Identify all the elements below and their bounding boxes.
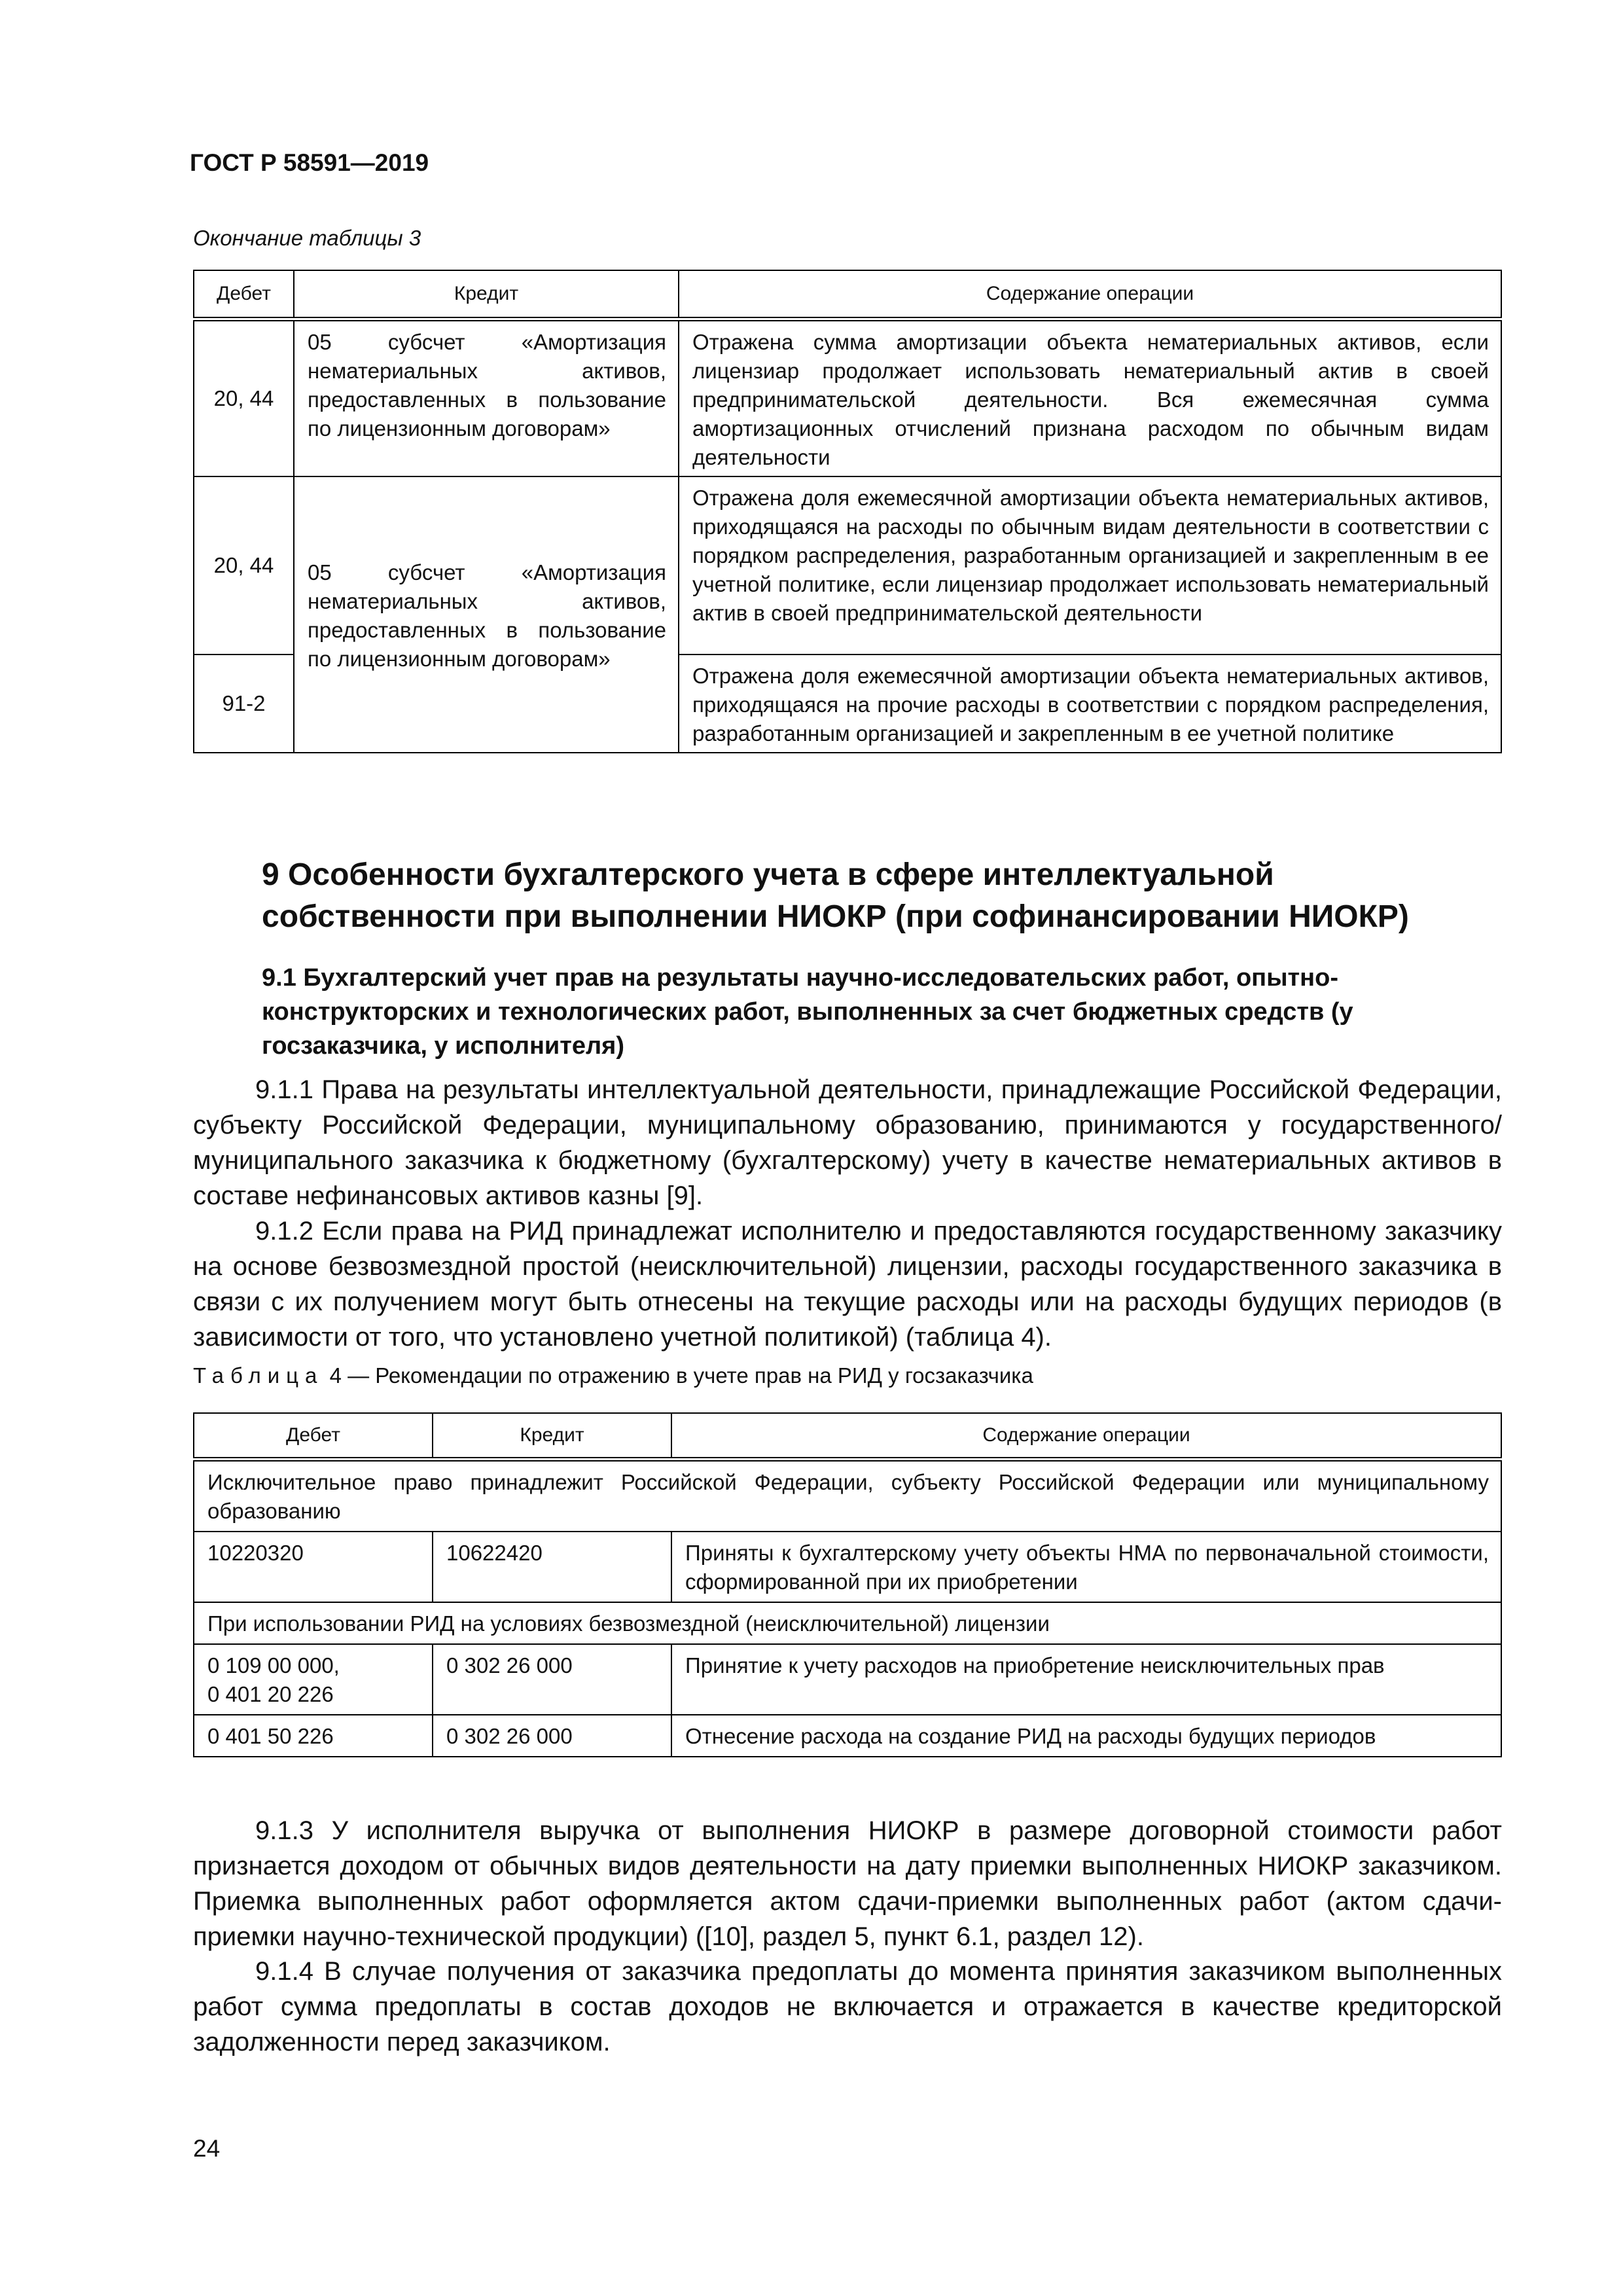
credit-cell: 05 субсчет «Амортизация нематериальных активов, предоставленных в пользование по лицензионным договорам» [294, 476, 679, 753]
debit-cell: 20, 44 [194, 476, 294, 655]
debit-cell [194, 1644, 433, 1715]
operation-cell: Отражена доля ежемесячной амортизации объекта нематериальных активов, приходящаяся на прочие расходы в соответствии с порядком распределения, разработанным организацией и закрепленным в ее учетной политике [679, 655, 1501, 753]
table-4 [193, 1412, 1502, 1757]
table-3 [193, 270, 1502, 753]
paragraph-9-1-3 [193, 1813, 1502, 1954]
paragraph-9-1-1 [193, 1072, 1502, 1213]
debit-cell: 91-2 [194, 655, 294, 753]
debit-cell: 0 401 50 226 [194, 1715, 433, 1757]
debit-cell: 20, 44 [194, 319, 294, 477]
paragraph-text: 9.1.1 Права на результаты интеллектуальной деятельности, принадлежащие Российской Федерации, субъекту Российской Федерации, муниципальному образованию, принимаются у государственного/муниципального заказчика к бюджетному (бухгалтерскому) учету в качестве нематериальных активов в составе нефинансовых активов казны [9]. [193, 1075, 1502, 1210]
table4-caption-prefix: Таблица [193, 1363, 324, 1388]
table3-col-credit: Кредит [294, 270, 679, 319]
table4-col-credit: Кредит [433, 1413, 671, 1460]
table4-caption [193, 1363, 1033, 1388]
paragraph-text: 9.1.4 В случае получения от заказчика предоплаты до момента принятия заказчиком выполненных работ сумма предоплаты в состав доходов не включается и отражается в качестве кредиторской задолженности перед заказчиком. [193, 1957, 1502, 2056]
standard-header: ГОСТ Р 58591—2019 [190, 149, 429, 176]
page-number: 24 [193, 2135, 221, 2162]
group-label: При использовании РИД на условиях безвозмездной (неисключительной) лицензии [194, 1602, 1501, 1644]
paragraph-text: 9.1.3 У исполнителя выручка от выполнения НИОКР в размере договорной стоимости работ признается доходом от обычных видов деятельности на дату приемки выполненных НИОКР заказчиком. Приемка выполненных работ оформляется актом сдачи-приемки выполненных работ (актом сдачи-приемки научно-технической продукции) ([10], раздел 5, пункт 6.1, раздел 12). [193, 1816, 1502, 1951]
table4-header-row [194, 1413, 1501, 1460]
debit-cell: 10220320 [194, 1532, 433, 1602]
section-9-heading: 9 Особенности бухгалтерского учета в сфере интеллектуальной собственности при выполнении НИОКР (при софинансировании НИОКР) [262, 857, 1409, 934]
table-row [194, 1532, 1501, 1602]
table3-col-operation: Содержание операции [679, 270, 1501, 319]
group-label: Исключительное право принадлежит Российской Федерации, субъекту Российской Федерации или муниципальному образованию [194, 1460, 1501, 1532]
subsection-9-1-heading: 9.1 Бухгалтерский учет прав на результаты научно-исследовательских работ, опытно-конструкторских и технологических работ, выполненных за счет бюджетных средств (у госзаказчика, у исполнителя) [262, 964, 1353, 1060]
table4-caption-text: 4 — Рекомендации по отражению в учете прав на РИД у госзаказчика [329, 1363, 1033, 1388]
paragraph-text: 9.1.2 Если права на РИД принадлежат исполнителю и предоставляются государственному заказчику на основе безвозмездной простой (неисключительной) лицензии, расходы государственного заказчика в связи с их получением могут быть отнесены на текущие расходы или на расходы будущих периодов (в зависимости от того, что установлено учетной политикой) (таблица 4). [193, 1217, 1502, 1352]
table4-col-debit: Дебет [194, 1413, 433, 1460]
table4-col-operation: Содержание операции [671, 1413, 1501, 1460]
operation-cell: Приняты к бухгалтерскому учету объекты НМА по первоначальной стоимости, сформированной при их приобретении [671, 1532, 1501, 1602]
credit-cell: 10622420 [433, 1532, 671, 1602]
debit-line: 0 109 00 000, [207, 1653, 340, 1677]
credit-cell: 05 субсчет «Амортизация нематериальных активов, предоставленных в пользование по лицензионным договорам» [294, 319, 679, 477]
paragraph-9-1-2 [193, 1213, 1502, 1355]
operation-cell: Принятие к учету расходов на приобретение неисключительных прав [671, 1644, 1501, 1715]
credit-cell: 0 302 26 000 [433, 1644, 671, 1715]
table3-header-row [194, 270, 1501, 319]
operation-cell: Отнесение расхода на создание РИД на расходы будущих периодов [671, 1715, 1501, 1757]
debit-line: 0 401 20 226 [207, 1682, 334, 1706]
table3-caption: Окончание таблицы 3 [193, 226, 421, 250]
table-row [194, 1715, 1501, 1757]
operation-cell: Отражена доля ежемесячной амортизации объекта нематериальных активов, приходящаяся на расходы по обычным видам деятельности в соответствии с порядком распределения, разработанным организацией и закрепленным в ее учетной политике, если лицензиар продолжает использовать нематериальный актив в своей предпринимательской деятельности [679, 476, 1501, 655]
credit-cell: 0 302 26 000 [433, 1715, 671, 1757]
table-group-row [194, 1460, 1501, 1532]
table-group-row [194, 1602, 1501, 1644]
table3-col-debit: Дебет [194, 270, 294, 319]
paragraph-9-1-4 [193, 1954, 1502, 2060]
table-row [194, 476, 1501, 655]
table-row [194, 319, 1501, 477]
table-row [194, 1644, 1501, 1715]
operation-cell: Отражена сумма амортизации объекта нематериальных активов, если лицензиар продолжает использовать нематериальный актив в своей предпринимательской деятельности. Вся ежемесячная сумма амортизационных отчислений признана расходом по обычным видам деятельности [679, 319, 1501, 477]
